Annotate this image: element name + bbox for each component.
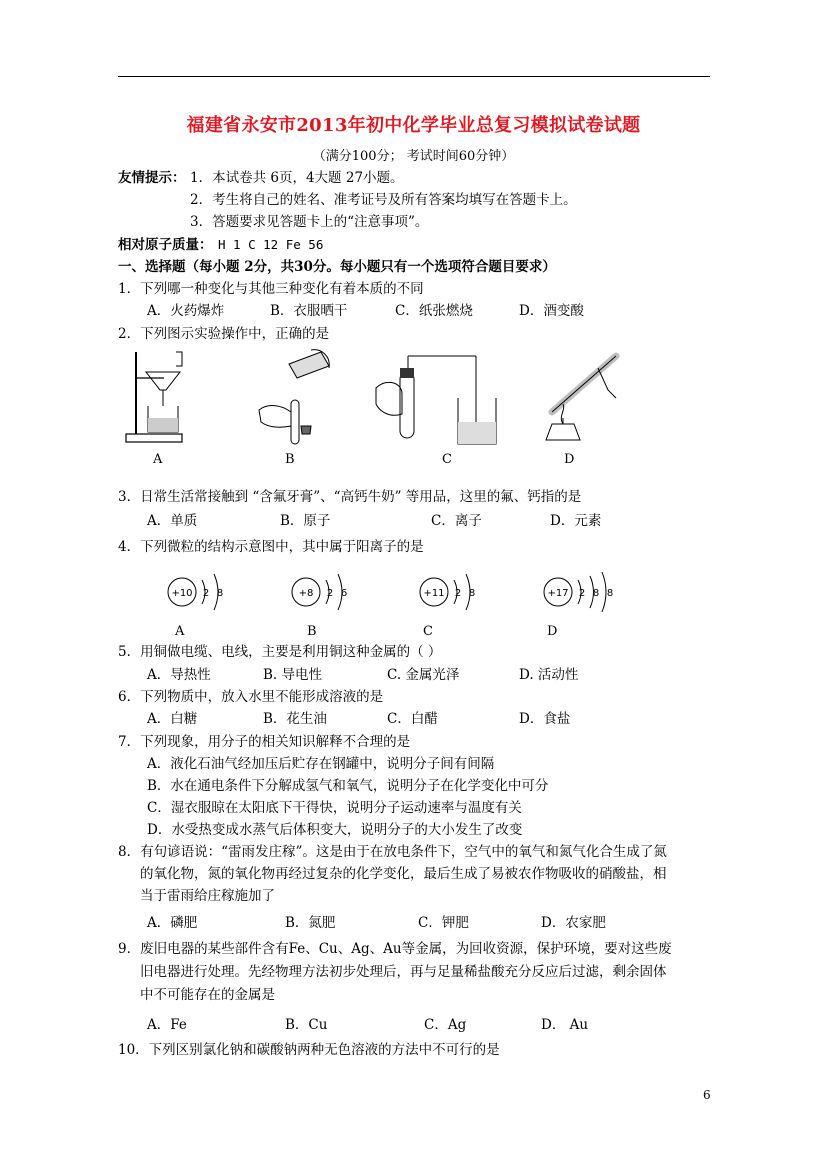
- atom-d-shell-3: 8: [606, 588, 614, 599]
- q2-label-b: B: [285, 452, 295, 467]
- q8-stem-line-3: 当于雷雨给庄稼施加了: [140, 888, 275, 904]
- q5-option-a: A．导热性: [147, 667, 211, 683]
- q8-option-a: A．磷肥: [147, 915, 198, 931]
- q4-label-c: C: [423, 624, 433, 639]
- q3-option-c: C．离子: [431, 513, 482, 529]
- q2-label-a: A: [153, 452, 163, 467]
- q7-option-b: B．水在通电条件下分解成氢气和氧气，说明分子在化学变化中可分: [147, 778, 549, 794]
- q7-option-c: C．湿衣服晾在太阳底下干得快，说明分子运动速率与温度有关: [147, 800, 522, 816]
- q1-option-d: D．酒变酸: [519, 303, 584, 319]
- q1-stem: 1．下列哪一种变化与其他三种变化有着本质的不同: [118, 281, 424, 297]
- section-1-heading: 一、选择题（每小题 2分，共30分。每小题只有一个选项符合题目要求）: [118, 259, 556, 275]
- q1-option-b: B．衣服晒干: [270, 303, 348, 319]
- q2-label-d: D: [564, 452, 575, 467]
- page-title: 福建省永安市2013年初中化学毕业总复习模拟试卷试题: [186, 115, 641, 136]
- q7-option-d: D．水受热变成水蒸气后体积变大，说明分子的大小发生了改变: [147, 822, 523, 838]
- atom-structure-b: [284, 566, 364, 618]
- atomic-mass-label: 相对原子质量：: [118, 237, 213, 253]
- q7-stem: 7．下列现象，用分子的相关知识解释不合理的是: [118, 734, 411, 750]
- atomic-mass-values: H 1 C 12 Fe 56: [218, 237, 324, 252]
- q7-option-a: A．液化石油气经加压后贮存在钢罐中，说明分子间有间隔: [147, 756, 495, 772]
- q3-option-b: B．原子: [280, 513, 331, 529]
- header-rule: [118, 76, 710, 77]
- atom-b-shell-2: 6: [340, 588, 348, 599]
- heating-figure: [536, 348, 636, 446]
- tips-label: 友情提示：: [118, 170, 186, 186]
- page-number: 6: [703, 1088, 711, 1102]
- q4-label-a: A: [175, 624, 185, 639]
- atom-a-shell-2: 8: [216, 588, 224, 599]
- q9-stem-line-1: 9．废旧电器的某些部件含有Fe、Cu、Ag、Au等金属，为回收资源，保护环境，要对这些废: [118, 941, 672, 957]
- tip-1: 1．本试卷共 6页，4大题 27小题。: [190, 170, 404, 186]
- atom-structure-d: [536, 566, 628, 618]
- q8-option-d: D．农家肥: [541, 915, 606, 931]
- q6-stem: 6．下列物质中，放入水里不能形成溶液的是: [118, 689, 384, 705]
- q6-option-a: A．白糖: [147, 711, 198, 727]
- q6-option-d: D．食盐: [519, 711, 571, 727]
- q5-option-d: D. 活动性: [519, 667, 579, 683]
- q2-stem: 2．下列图示实验操作中，正确的是: [118, 326, 330, 342]
- atom-c-shell-1: 2: [454, 588, 462, 599]
- q8-stem-line-1: 8．有句谚语说：“雷雨发庄稼”。这是由于在放电条件下，空气中的氧气和氮气化合生成了氮: [118, 844, 667, 860]
- q1-option-a: A．火药爆炸: [147, 303, 225, 319]
- q1-option-c: C．纸张燃烧: [395, 303, 473, 319]
- atom-a-shell-1: 2: [202, 588, 210, 599]
- q6-option-b: B．花生油: [263, 711, 327, 727]
- q8-option-b: B．氮肥: [285, 915, 336, 931]
- page-subtitle: （满分100分； 考试时间60分钟）: [312, 149, 515, 164]
- tip-2: 2．考生将自己的姓名、准考证号及所有答案均填写在答题卡上。: [190, 192, 577, 208]
- q9-option-c: C．Ag: [424, 1017, 467, 1033]
- atom-b-nucleus: +8: [298, 588, 314, 599]
- atom-c-shell-2: 8: [468, 588, 476, 599]
- q8-stem-line-2: 的氧化物，氮的氧化物再经过复杂的化学变化，最后生成了易被农作物吸收的硝酸盐，相: [140, 866, 667, 882]
- q5-option-b: B. 导电性: [263, 667, 323, 683]
- q6-option-c: C．白醋: [387, 711, 438, 727]
- q9-stem-line-3: 中不可能存在的金属是: [140, 987, 275, 1003]
- q4-label-d: D: [547, 624, 558, 639]
- airtightness-figure: [372, 348, 512, 448]
- q3-stem: 3．日常生活常接触到 “含氟牙膏”、“高钙牛奶” 等用品，这里的氟、钙指的是: [118, 489, 582, 505]
- q5-stem: 5．用铜做电缆、电线，主要是利用铜这种金属的（ ）: [118, 644, 442, 660]
- atom-d-nucleus: +17: [547, 588, 569, 599]
- atom-a-nucleus: +10: [171, 588, 193, 599]
- pouring-figure: [255, 348, 335, 448]
- tip-3: 3．答题要求见答题卡上的“注意事项”。: [190, 214, 429, 230]
- q3-option-a: A．单质: [147, 513, 198, 529]
- atom-structure-a: [160, 566, 240, 618]
- q9-option-b: B．Cu: [285, 1017, 328, 1033]
- atom-d-shell-1: 2: [578, 588, 586, 599]
- q9-stem-line-2: 旧电器进行处理。先经物理方法初步处理后，再与足量稀盐酸充分反应后过滤，剩余固体: [140, 964, 667, 980]
- q9-option-a: A．Fe: [147, 1017, 187, 1033]
- q4-label-b: B: [307, 624, 317, 639]
- atom-b-shell-1: 2: [326, 588, 334, 599]
- q8-option-c: C．钾肥: [418, 915, 469, 931]
- atom-d-shell-2: 8: [592, 588, 600, 599]
- q4-stem: 4．下列微粒的结构示意图中，其中属于阳离子的是: [118, 539, 424, 555]
- q10-stem: 10．下列区别氯化钠和碳酸钠两种无色溶液的方法中不可行的是: [118, 1042, 500, 1058]
- q9-option-d: D． Au: [541, 1017, 589, 1033]
- atom-c-nucleus: +11: [423, 588, 445, 599]
- q3-option-d: D．元素: [550, 513, 602, 529]
- atom-structure-c: [412, 566, 492, 618]
- q2-label-c: C: [442, 452, 452, 467]
- filtration-figure: [124, 348, 194, 446]
- q5-option-c: C. 金属光泽: [387, 667, 460, 683]
